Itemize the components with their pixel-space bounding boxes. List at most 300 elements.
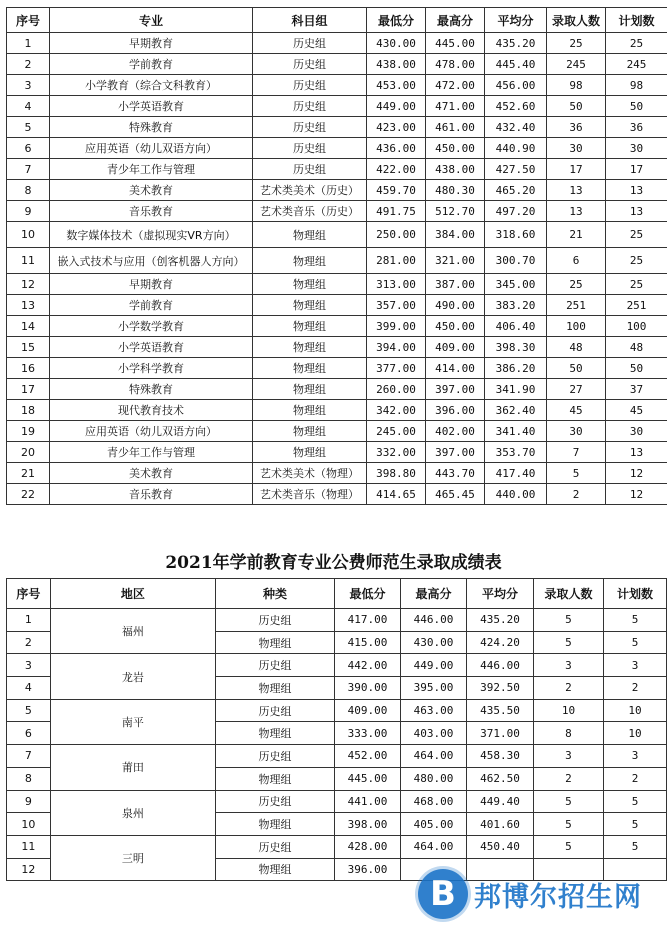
admitted-count: 8 [533, 722, 603, 745]
category: 物理组 [216, 813, 335, 836]
min-score: 333.00 [334, 722, 400, 745]
planned-count: 5 [604, 790, 667, 813]
major-name: 小学教育（综合文科教育） [50, 75, 253, 96]
min-score: 245.00 [367, 421, 426, 442]
table-row [7, 400, 667, 421]
avg-score: 341.90 [485, 379, 547, 400]
avg-score: 445.40 [485, 54, 547, 75]
max-score: 443.70 [426, 463, 485, 484]
avg-score: 318.60 [485, 222, 547, 248]
planned-count: 10 [604, 722, 667, 745]
min-score: 442.00 [334, 654, 400, 677]
admission-scores-table-majors [6, 7, 667, 505]
admitted-count: 3 [533, 745, 603, 768]
min-score: 417.00 [334, 609, 400, 632]
table-row [7, 745, 667, 768]
table-row [7, 699, 667, 722]
max-score: 396.00 [426, 400, 485, 421]
table-row [7, 248, 667, 274]
category: 物理组 [216, 767, 335, 790]
max-score: 387.00 [426, 274, 485, 295]
subject-group: 物理组 [253, 442, 367, 463]
table-row [7, 54, 667, 75]
subject-group: 历史组 [253, 117, 367, 138]
admitted-count: 30 [547, 421, 606, 442]
row-index: 3 [7, 654, 51, 677]
major-name: 早期教育 [50, 33, 253, 54]
table-row [7, 117, 667, 138]
max-score: 403.00 [400, 722, 466, 745]
max-score: 512.70 [426, 201, 485, 222]
row-index: 9 [7, 790, 51, 813]
planned-count: 13 [606, 201, 667, 222]
major-name: 数字媒体技术（虚拟现实VR方向） [50, 222, 253, 248]
min-score: 459.70 [367, 180, 426, 201]
table-row [7, 790, 667, 813]
max-score: 463.00 [400, 699, 466, 722]
planned-count: 48 [606, 337, 667, 358]
max-score: 468.00 [400, 790, 466, 813]
row-index: 12 [7, 858, 51, 881]
row-index: 3 [7, 75, 50, 96]
col-header-region: 地区 [50, 579, 216, 609]
category: 物理组 [216, 677, 335, 700]
min-score: 428.00 [334, 835, 400, 858]
col-header-index: 序号 [7, 8, 50, 33]
subject-group: 历史组 [253, 159, 367, 180]
table-row [7, 75, 667, 96]
min-score: 313.00 [367, 274, 426, 295]
table-row [7, 295, 667, 316]
row-index: 6 [7, 138, 50, 159]
planned-count: 30 [606, 421, 667, 442]
major-name: 学前教育 [50, 295, 253, 316]
planned-count: 3 [604, 745, 667, 768]
table-row [7, 358, 667, 379]
row-index: 16 [7, 358, 50, 379]
planned-count: 3 [604, 654, 667, 677]
major-name: 应用英语（幼儿双语方向） [50, 138, 253, 159]
category: 历史组 [216, 790, 335, 813]
major-name: 小学科学教育 [50, 358, 253, 379]
avg-score: 427.50 [485, 159, 547, 180]
table-row [7, 138, 667, 159]
row-index: 9 [7, 201, 50, 222]
major-name: 特殊教育 [50, 379, 253, 400]
avg-score: 452.60 [485, 96, 547, 117]
planned-count: 251 [606, 295, 667, 316]
major-name: 青少年工作与管理 [50, 159, 253, 180]
row-index: 15 [7, 337, 50, 358]
max-score: 461.00 [426, 117, 485, 138]
table-row [7, 201, 667, 222]
table-row [7, 442, 667, 463]
avg-score: 341.40 [485, 421, 547, 442]
max-score: 397.00 [426, 442, 485, 463]
avg-score: 435.50 [466, 699, 533, 722]
admitted-count: 2 [547, 484, 606, 505]
admitted-count: 50 [547, 358, 606, 379]
row-index: 20 [7, 442, 50, 463]
admitted-count: 5 [533, 631, 603, 654]
col-header-admitted: 录取人数 [547, 8, 606, 33]
avg-score: 398.30 [485, 337, 547, 358]
avg-score: 440.90 [485, 138, 547, 159]
min-score: 260.00 [367, 379, 426, 400]
admitted-count: 25 [547, 274, 606, 295]
major-name: 小学英语教育 [50, 96, 253, 117]
col-header-avg-score: 平均分 [466, 579, 533, 609]
subject-group: 物理组 [253, 358, 367, 379]
max-score: 395.00 [400, 677, 466, 700]
planned-count: 98 [606, 75, 667, 96]
table2-header-row [7, 579, 667, 609]
table-row [7, 609, 667, 632]
max-score: 397.00 [426, 379, 485, 400]
min-score: 394.00 [367, 337, 426, 358]
max-score: 471.00 [426, 96, 485, 117]
col-header-planned: 计划数 [604, 579, 667, 609]
table-row [7, 274, 667, 295]
row-index: 12 [7, 274, 50, 295]
subject-group: 艺术类音乐（物理） [253, 484, 367, 505]
col-header-subject-group: 科目组 [253, 8, 367, 33]
row-index: 2 [7, 631, 51, 654]
max-score: 490.00 [426, 295, 485, 316]
admitted-count: 30 [547, 138, 606, 159]
max-score: 409.00 [426, 337, 485, 358]
admitted-count: 27 [547, 379, 606, 400]
row-index: 1 [7, 609, 51, 632]
admitted-count: 48 [547, 337, 606, 358]
subject-group: 物理组 [253, 337, 367, 358]
avg-score: 446.00 [466, 654, 533, 677]
row-index: 14 [7, 316, 50, 337]
col-header-major: 专业 [50, 8, 253, 33]
col-header-min-score: 最低分 [334, 579, 400, 609]
table-row [7, 33, 667, 54]
major-name: 音乐教育 [50, 201, 253, 222]
table1-header-row [7, 8, 667, 33]
col-header-max-score: 最高分 [400, 579, 466, 609]
table-row [7, 484, 667, 505]
table-row [7, 180, 667, 201]
max-score: 472.00 [426, 75, 485, 96]
avg-score: 440.00 [485, 484, 547, 505]
row-index: 21 [7, 463, 50, 484]
table-row [7, 316, 667, 337]
col-header-min-score: 最低分 [367, 8, 426, 33]
row-index: 10 [7, 222, 50, 248]
category: 历史组 [216, 609, 335, 632]
max-score: 445.00 [426, 33, 485, 54]
row-index: 7 [7, 745, 51, 768]
avg-score: 435.20 [485, 33, 547, 54]
subject-group: 物理组 [253, 400, 367, 421]
region-name: 福州 [50, 609, 216, 654]
col-header-planned: 计划数 [606, 8, 667, 33]
planned-count: 5 [604, 609, 667, 632]
min-score: 449.00 [367, 96, 426, 117]
major-name: 现代教育技术 [50, 400, 253, 421]
admitted-count: 2 [533, 677, 603, 700]
subject-group: 物理组 [253, 295, 367, 316]
subject-group: 物理组 [253, 379, 367, 400]
avg-score: 345.00 [485, 274, 547, 295]
max-score: 464.00 [400, 745, 466, 768]
admitted-count: 100 [547, 316, 606, 337]
admitted-count: 245 [547, 54, 606, 75]
planned-count: 25 [606, 274, 667, 295]
category: 历史组 [216, 745, 335, 768]
max-score: 450.00 [426, 138, 485, 159]
avg-score: 392.50 [466, 677, 533, 700]
admitted-count: 25 [547, 33, 606, 54]
row-index: 8 [7, 767, 51, 790]
region-name: 龙岩 [50, 654, 216, 699]
col-header-max-score: 最高分 [426, 8, 485, 33]
subject-group: 历史组 [253, 54, 367, 75]
admitted-count: 5 [547, 463, 606, 484]
admitted-count: 5 [533, 790, 603, 813]
min-score: 399.00 [367, 316, 426, 337]
col-header-index: 序号 [7, 579, 51, 609]
min-score: 438.00 [367, 54, 426, 75]
min-score: 423.00 [367, 117, 426, 138]
col-header-category: 种类 [216, 579, 335, 609]
region-name: 莆田 [50, 745, 216, 790]
avg-score: 432.40 [485, 117, 547, 138]
max-score: 464.00 [400, 835, 466, 858]
category: 物理组 [216, 722, 335, 745]
planned-count: 17 [606, 159, 667, 180]
planned-count: 10 [604, 699, 667, 722]
min-score: 445.00 [334, 767, 400, 790]
admitted-count: 6 [547, 248, 606, 274]
table-row [7, 159, 667, 180]
row-index: 22 [7, 484, 50, 505]
planned-count: 50 [606, 96, 667, 117]
row-index: 8 [7, 180, 50, 201]
min-score: 453.00 [367, 75, 426, 96]
planned-count: 25 [606, 248, 667, 274]
table-row [7, 96, 667, 117]
planned-count: 2 [604, 767, 667, 790]
subject-group: 历史组 [253, 138, 367, 159]
subject-group: 历史组 [253, 33, 367, 54]
admitted-count: 5 [533, 835, 603, 858]
subject-group: 物理组 [253, 274, 367, 295]
max-score: 480.30 [426, 180, 485, 201]
avg-score: 406.40 [485, 316, 547, 337]
table-row [7, 463, 667, 484]
row-index: 5 [7, 117, 50, 138]
max-score: 321.00 [426, 248, 485, 274]
table-row [7, 222, 667, 248]
max-score: 438.00 [426, 159, 485, 180]
col-header-admitted: 录取人数 [533, 579, 603, 609]
min-score: 441.00 [334, 790, 400, 813]
admitted-count: 17 [547, 159, 606, 180]
planned-count: 25 [606, 33, 667, 54]
min-score: 396.00 [334, 858, 400, 881]
category: 物理组 [216, 631, 335, 654]
planned-count: 12 [606, 484, 667, 505]
admitted-count: 3 [533, 654, 603, 677]
avg-score: 449.40 [466, 790, 533, 813]
category: 历史组 [216, 835, 335, 858]
row-index: 13 [7, 295, 50, 316]
avg-score: 424.20 [466, 631, 533, 654]
max-score: 449.00 [400, 654, 466, 677]
min-score: 409.00 [334, 699, 400, 722]
min-score: 398.00 [334, 813, 400, 836]
avg-score: 353.70 [485, 442, 547, 463]
planned-count: 50 [606, 358, 667, 379]
max-score: 478.00 [426, 54, 485, 75]
max-score: 480.00 [400, 767, 466, 790]
col-header-avg-score: 平均分 [485, 8, 547, 33]
row-index: 1 [7, 33, 50, 54]
region-name: 三明 [50, 835, 216, 880]
admission-scores-table-regions [6, 578, 667, 881]
subject-group: 物理组 [253, 222, 367, 248]
max-score: 405.00 [400, 813, 466, 836]
min-score: 250.00 [367, 222, 426, 248]
avg-score: 417.40 [485, 463, 547, 484]
planned-count: 5 [604, 813, 667, 836]
subject-group: 历史组 [253, 96, 367, 117]
max-score: 450.00 [426, 316, 485, 337]
avg-score: 465.20 [485, 180, 547, 201]
admitted-count: 98 [547, 75, 606, 96]
admitted-count: 13 [547, 201, 606, 222]
subject-group: 物理组 [253, 316, 367, 337]
min-score: 332.00 [367, 442, 426, 463]
subject-group: 艺术类美术（物理） [253, 463, 367, 484]
table-row [7, 379, 667, 400]
row-index: 19 [7, 421, 50, 442]
avg-score: 383.20 [485, 295, 547, 316]
min-score: 452.00 [334, 745, 400, 768]
min-score: 415.00 [334, 631, 400, 654]
admitted-count: 10 [533, 699, 603, 722]
row-index: 6 [7, 722, 51, 745]
min-score: 377.00 [367, 358, 426, 379]
avg-score: 300.70 [485, 248, 547, 274]
admitted-count: 5 [533, 609, 603, 632]
category: 物理组 [216, 858, 335, 881]
planned-count: 30 [606, 138, 667, 159]
avg-score: 386.20 [485, 358, 547, 379]
site-watermark [418, 860, 667, 928]
avg-score: 401.60 [466, 813, 533, 836]
min-score: 430.00 [367, 33, 426, 54]
admitted-count: 2 [533, 767, 603, 790]
watermark-text: 邦博尔招生网 [474, 881, 642, 913]
max-score: 414.00 [426, 358, 485, 379]
subject-group: 历史组 [253, 75, 367, 96]
table-row [7, 337, 667, 358]
site-logo-icon: B [418, 869, 468, 919]
category: 历史组 [216, 654, 335, 677]
min-score: 414.65 [367, 484, 426, 505]
admitted-count: 251 [547, 295, 606, 316]
major-name: 美术教育 [50, 180, 253, 201]
planned-count: 37 [606, 379, 667, 400]
admitted-count: 45 [547, 400, 606, 421]
region-name: 南平 [50, 699, 216, 744]
planned-count: 45 [606, 400, 667, 421]
major-name: 应用英语（幼儿双语方向） [50, 421, 253, 442]
row-index: 5 [7, 699, 51, 722]
planned-count: 245 [606, 54, 667, 75]
major-name: 早期教育 [50, 274, 253, 295]
min-score: 436.00 [367, 138, 426, 159]
admitted-count: 5 [533, 813, 603, 836]
min-score: 390.00 [334, 677, 400, 700]
admitted-count: 50 [547, 96, 606, 117]
min-score: 422.00 [367, 159, 426, 180]
subject-group: 艺术类美术（历史） [253, 180, 367, 201]
planned-count: 25 [606, 222, 667, 248]
table-row [7, 421, 667, 442]
table2-title: 2021年学前教育专业公费师范生录取成绩表 [165, 553, 502, 573]
region-name: 泉州 [50, 790, 216, 835]
table-row [7, 654, 667, 677]
row-index: 11 [7, 835, 51, 858]
max-score: 430.00 [400, 631, 466, 654]
major-name: 特殊教育 [50, 117, 253, 138]
avg-score: 462.50 [466, 767, 533, 790]
avg-score: 371.00 [466, 722, 533, 745]
row-index: 7 [7, 159, 50, 180]
major-name: 小学英语教育 [50, 337, 253, 358]
subject-group: 艺术类音乐（历史） [253, 201, 367, 222]
avg-score: 497.20 [485, 201, 547, 222]
major-name: 小学数学教育 [50, 316, 253, 337]
max-score: 384.00 [426, 222, 485, 248]
row-index: 18 [7, 400, 50, 421]
row-index: 4 [7, 96, 50, 117]
planned-count: 13 [606, 442, 667, 463]
planned-count: 5 [604, 835, 667, 858]
avg-score: 456.00 [485, 75, 547, 96]
planned-count: 36 [606, 117, 667, 138]
avg-score: 362.40 [485, 400, 547, 421]
planned-count: 5 [604, 631, 667, 654]
planned-count: 100 [606, 316, 667, 337]
major-name: 音乐教育 [50, 484, 253, 505]
min-score: 398.80 [367, 463, 426, 484]
max-score: 402.00 [426, 421, 485, 442]
category: 历史组 [216, 699, 335, 722]
avg-score: 450.40 [466, 835, 533, 858]
admitted-count: 21 [547, 222, 606, 248]
major-name: 青少年工作与管理 [50, 442, 253, 463]
row-index: 4 [7, 677, 51, 700]
min-score: 342.00 [367, 400, 426, 421]
admitted-count: 7 [547, 442, 606, 463]
planned-count: 2 [604, 677, 667, 700]
max-score: 446.00 [400, 609, 466, 632]
row-index: 2 [7, 54, 50, 75]
subject-group: 物理组 [253, 421, 367, 442]
subject-group: 物理组 [253, 248, 367, 274]
avg-score: 435.20 [466, 609, 533, 632]
min-score: 281.00 [367, 248, 426, 274]
row-index: 10 [7, 813, 51, 836]
